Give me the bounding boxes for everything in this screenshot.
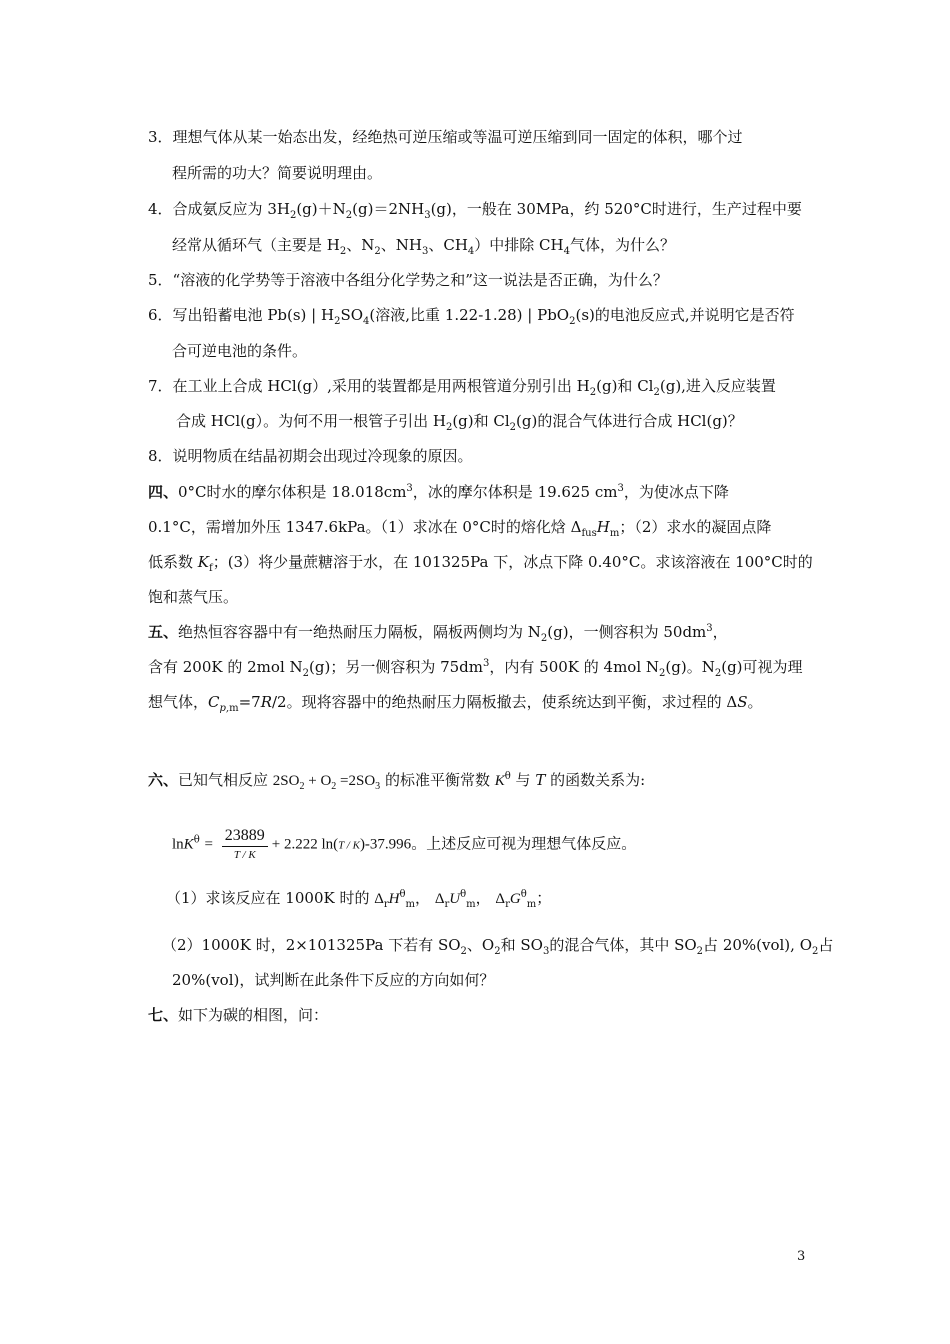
page-number: 3 <box>797 1249 806 1264</box>
formula-fraction: $\frac{23889}{T / K}$ <box>222 826 268 863</box>
section-4-line-2: 0.1°C，需增加外压 1347.6kPa。（1）求冰在 0°C时的熔化焓 $\Delta_{fus}H_m$；（2）求水的凝固点降 <box>148 518 772 539</box>
question-3-line-1: 3．理想气体从某一始态出发，经绝热可逆压缩或等温可逆压缩到同一固定的体积，哪个过 <box>148 128 743 146</box>
section-6-part-1: （1）求该反应在 1000K 时的 $\Delta_rH^\theta_m$， $\Delta_rU^\theta_m$， $\Delta_rG^\theta_m$； <box>166 889 552 910</box>
question-4-line-2: 经常从循环气（主要是 $H_2$、$N_2$、$NH_3$、$CH_4$）中排除 $CH_4$气体，为什么？ <box>172 236 675 257</box>
section-4-line-1: 四、0°C时水的摩尔体积是 $18.018cm^3$，冰的摩尔体积是 19.625 $cm^3$，为使冰点下降 <box>148 483 729 501</box>
question-3-line-2: 程所需的功大？简要说明理由。 <box>172 164 383 182</box>
section-7-heading: 七、 <box>148 1006 179 1024</box>
section-5-line-3: 想气体，$C_{p,m}=7R/2$。现将容器中的绝热耐压力隔板撤去，使系统达到平衡，求过程的 ΔS。 <box>148 693 763 714</box>
section-5-heading: 五、 <box>148 623 179 641</box>
section-7: 七、如下为碳的相图，问： <box>148 1006 329 1024</box>
question-6-line-2: 合可逆电池的条件。 <box>172 342 308 360</box>
question-4-line-1: 4．合成氨反应为 $3H_2(g)+N_2(g)=2NH_3(g)$，一般在 30MPa，约 520°C时进行，生产过程中要 <box>148 200 802 221</box>
question-8: 8．说明物质在结晶初期会出现过冷现象的原因。 <box>148 447 473 465</box>
section-4-heading: 四、 <box>148 483 179 501</box>
question-6-line-1: 6．写出铅蓄电池 Pb(s) | $H_2SO_4$(溶液,比重 1.22-1.28) | PbO$_2$(s)的电池反应式,并说明它是否符 <box>148 306 795 327</box>
question-5: 5．“溶液的化学势等于溶液中各组分化学势之和”这一说法是否正确，为什么？ <box>148 271 668 289</box>
section-4-line-3: 低系数 $K_f$；(3）将少量蔗糖溶于水，在 101325Pa 下，冰点下降 0.40°C。求该溶液在 100°C时的 <box>148 553 813 574</box>
section-6-part-2-line-1: （2）1000K 时，2×101325Pa 下若有 $SO_2$、$O_2$和 $SO_3$的混合气体，其中 $SO_2$占 20%(vol), $O_2$占 <box>162 936 834 957</box>
section-5-line-1: 五、绝热恒容容器中有一绝热耐压力隔板，隔板两侧均为 $N_2(g)$，一侧容积为 $50dm^3$， <box>148 623 728 644</box>
section-6-heading: 六、 <box>148 771 179 789</box>
section-6-line-1: 六、已知气相反应 $2SO_2 + O_2 =2SO_3$ 的标准平衡常数 $K^\theta$ 与 T 的函数关系为: <box>148 771 646 792</box>
question-7-line-1: 7．在工业上合成 HCl(g）,采用的装置都是用两根管道分别引出 $H_2(g)$和 $Cl_2(g)$,进入反应装置 <box>148 377 776 398</box>
section-4-line-4: 饱和蒸气压。 <box>148 588 239 606</box>
section-5-line-2: 含有 200K 的 2mol $N_2(g)$；另一侧容积为 $75dm^3$，内有 500K 的 4mol $N_2(g)$。$N_2(g)$可视为理 <box>148 658 803 679</box>
question-7-line-2: 合成 HCl(g）。为何不用一根管子引出 $H_2(g)$和 $Cl_2(g)$的混合气体进行合成 HCl(g)？ <box>176 412 743 433</box>
reaction-equation: $2SO_2 + O_2 =2SO_3$ <box>272 773 381 792</box>
section-6-part-2-line-2: 20%(vol)，试判断在此条件下反应的方向如何？ <box>172 971 495 989</box>
equilibrium-formula: lnK$^\theta$ = $\frac{23889}{T / K}$ + 2.222 ln(T / K)-37.996。上述反应可视为理想气体反应。 <box>172 827 637 861</box>
